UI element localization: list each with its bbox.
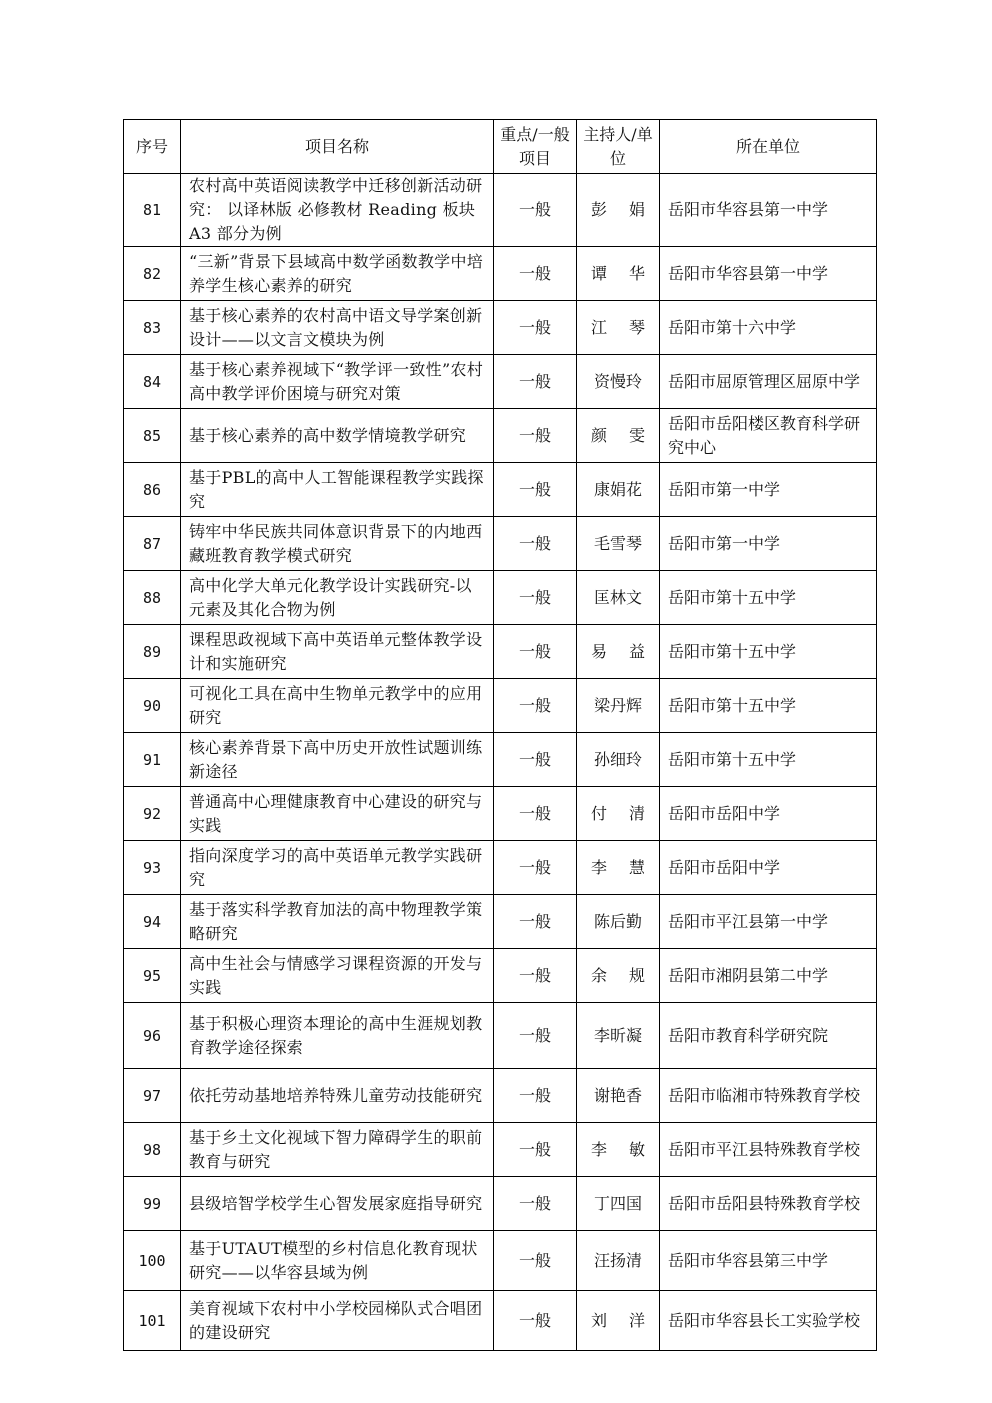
cell-host (577, 787, 660, 841)
cell-project-type: 一般 (494, 1291, 577, 1351)
host-name: 丁四国 (593, 1193, 642, 1213)
cell-seq: 85 (124, 409, 181, 463)
table-body (124, 174, 877, 1351)
project-table (123, 119, 877, 1351)
cell-project-name: 课程思政视域下高中英语单元整体教学设计和实施研究 (181, 625, 494, 679)
table-row (124, 1069, 877, 1123)
cell-unit: 岳阳市华容县第三中学 (660, 1231, 877, 1291)
host-name: 江 琴 (591, 317, 645, 337)
header-unit: 所在单位 (660, 120, 877, 174)
host-name: 谢艳香 (593, 1085, 642, 1105)
host-name: 李 慧 (591, 857, 645, 877)
cell-project-type: 一般 (494, 895, 577, 949)
header-name: 项目名称 (181, 120, 494, 174)
cell-unit: 岳阳市第十五中学 (660, 571, 877, 625)
table-row (124, 625, 877, 679)
table-row (124, 1231, 877, 1291)
host-name: 匡林文 (593, 587, 642, 607)
header-type: 重点/一般项目 (494, 120, 577, 174)
cell-project-name: 基于核心素养视域下“教学评一致性”农村高中教学评价困境与研究对策 (181, 355, 494, 409)
cell-project-type: 一般 (494, 1231, 577, 1291)
cell-project-type: 一般 (494, 301, 577, 355)
cell-project-type: 一般 (494, 787, 577, 841)
cell-host (577, 895, 660, 949)
cell-host (577, 517, 660, 571)
cell-host (577, 841, 660, 895)
header-seq: 序号 (124, 120, 181, 174)
cell-unit: 岳阳市屈原管理区屈原中学 (660, 355, 877, 409)
cell-unit: 岳阳市华容县长工实验学校 (660, 1291, 877, 1351)
host-name: 谭 华 (591, 263, 645, 283)
table-row (124, 1291, 877, 1351)
cell-project-type: 一般 (494, 679, 577, 733)
cell-unit: 岳阳市华容县第一中学 (660, 247, 877, 301)
cell-seq: 99 (124, 1177, 181, 1231)
host-name: 汪扬清 (593, 1250, 642, 1270)
cell-seq: 96 (124, 1003, 181, 1069)
host-name: 彭 娟 (591, 200, 645, 219)
cell-host (577, 1291, 660, 1351)
host-name: 易 益 (591, 641, 645, 661)
cell-seq: 87 (124, 517, 181, 571)
cell-unit: 岳阳市第十五中学 (660, 679, 877, 733)
cell-host (577, 1231, 660, 1291)
cell-seq: 94 (124, 895, 181, 949)
cell-seq: 92 (124, 787, 181, 841)
cell-project-name: 高中化学大单元化教学设计实践研究-以元素及其化合物为例 (181, 571, 494, 625)
table-row (124, 517, 877, 571)
table-row (124, 174, 877, 247)
table-row (124, 463, 877, 517)
host-name: 陈后勤 (593, 911, 642, 931)
host-name: 资慢玲 (593, 371, 642, 391)
cell-host (577, 1177, 660, 1231)
cell-seq: 90 (124, 679, 181, 733)
cell-host (577, 463, 660, 517)
host-name: 余 规 (591, 965, 645, 985)
cell-project-type: 一般 (494, 1069, 577, 1123)
table-row (124, 247, 877, 301)
table-row (124, 301, 877, 355)
cell-seq: 95 (124, 949, 181, 1003)
cell-project-name: 基于核心素养的高中数学情境教学研究 (181, 409, 494, 463)
host-name: 颜 雯 (591, 425, 645, 445)
cell-project-type: 一般 (494, 571, 577, 625)
cell-seq: 93 (124, 841, 181, 895)
cell-host (577, 1069, 660, 1123)
host-name: 李 敏 (591, 1139, 645, 1159)
table-header-row (124, 120, 877, 174)
cell-project-type: 一般 (494, 517, 577, 571)
cell-host (577, 733, 660, 787)
cell-unit: 岳阳市湘阴县第二中学 (660, 949, 877, 1003)
cell-host (577, 571, 660, 625)
cell-seq: 83 (124, 301, 181, 355)
cell-project-name: 基于PBL的高中人工智能课程教学实践探究 (181, 463, 494, 517)
table-row (124, 1003, 877, 1069)
table-row (124, 841, 877, 895)
cell-project-name: 普通高中心理健康教育中心建设的研究与实践 (181, 787, 494, 841)
table-row (124, 1123, 877, 1177)
cell-seq: 88 (124, 571, 181, 625)
table-row (124, 1177, 877, 1231)
cell-unit: 岳阳市平江县特殊教育学校 (660, 1123, 877, 1177)
table-row (124, 895, 877, 949)
cell-unit: 岳阳市平江县第一中学 (660, 895, 877, 949)
cell-project-name: 核心素养背景下高中历史开放性试题训练新途径 (181, 733, 494, 787)
cell-project-type: 一般 (494, 1177, 577, 1231)
cell-unit: 岳阳市第十六中学 (660, 301, 877, 355)
table-row (124, 679, 877, 733)
cell-project-name: 基于乡土文化视域下智力障碍学生的职前教育与研究 (181, 1123, 494, 1177)
cell-project-name: 可视化工具在高中生物单元教学中的应用研究 (181, 679, 494, 733)
cell-project-name: 美育视域下农村中小学校园梯队式合唱团的建设研究 (181, 1291, 494, 1351)
cell-project-type: 一般 (494, 949, 577, 1003)
cell-seq: 98 (124, 1123, 181, 1177)
cell-host (577, 409, 660, 463)
cell-project-name: 基于核心素养的农村高中语文导学案创新设计——以文言文模块为例 (181, 301, 494, 355)
cell-unit: 岳阳市第一中学 (660, 517, 877, 571)
cell-seq: 101 (124, 1291, 181, 1351)
cell-project-name: 铸牢中华民族共同体意识背景下的内地西藏班教育教学模式研究 (181, 517, 494, 571)
cell-project-name: “三新”背景下县域高中数学函数教学中培养学生核心素养的研究 (181, 247, 494, 301)
cell-project-type: 一般 (494, 463, 577, 517)
cell-unit: 岳阳市岳阳中学 (660, 841, 877, 895)
host-name: 梁丹辉 (593, 695, 642, 715)
cell-unit: 岳阳市第十五中学 (660, 733, 877, 787)
cell-unit: 岳阳市岳阳中学 (660, 787, 877, 841)
cell-project-name: 农村高中英语阅读教学中迁移创新活动研究： 以译林版 必修教材 Reading 板块 A3 部分为例 (181, 174, 494, 247)
cell-seq: 81 (124, 174, 181, 247)
cell-host (577, 679, 660, 733)
cell-unit: 岳阳市岳阳楼区教育科学研究中心 (660, 409, 877, 463)
host-name: 刘 洋 (591, 1310, 645, 1330)
cell-project-type: 一般 (494, 733, 577, 787)
host-name: 毛雪琴 (593, 533, 642, 553)
table-row (124, 355, 877, 409)
host-name: 李昕凝 (593, 1025, 642, 1045)
cell-project-name: 县级培智学校学生心智发展家庭指导研究 (181, 1177, 494, 1231)
cell-seq: 86 (124, 463, 181, 517)
cell-unit: 岳阳市临湘市特殊教育学校 (660, 1069, 877, 1123)
cell-project-type: 一般 (494, 625, 577, 679)
cell-project-name: 依托劳动基地培养特殊儿童劳动技能研究 (181, 1069, 494, 1123)
cell-project-name: 基于UTAUT模型的乡村信息化教育现状研究——以华容县域为例 (181, 1231, 494, 1291)
header-host: 主持人/单位 (577, 120, 660, 174)
cell-project-type: 一般 (494, 1123, 577, 1177)
cell-host (577, 949, 660, 1003)
host-name: 康娟花 (593, 479, 642, 499)
cell-seq: 91 (124, 733, 181, 787)
cell-seq: 82 (124, 247, 181, 301)
cell-project-name: 基于积极心理资本理论的高中生涯规划教育教学途径探索 (181, 1003, 494, 1069)
cell-host (577, 1003, 660, 1069)
cell-project-type: 一般 (494, 841, 577, 895)
cell-seq: 97 (124, 1069, 181, 1123)
cell-unit: 岳阳市岳阳县特殊教育学校 (660, 1177, 877, 1231)
cell-host (577, 1123, 660, 1177)
cell-host (577, 355, 660, 409)
cell-seq: 100 (124, 1231, 181, 1291)
host-name: 孙细玲 (593, 749, 642, 769)
cell-project-type: 一般 (494, 247, 577, 301)
cell-unit: 岳阳市教育科学研究院 (660, 1003, 877, 1069)
table-row (124, 949, 877, 1003)
cell-host (577, 625, 660, 679)
cell-project-type: 一般 (494, 174, 577, 247)
cell-project-name: 指向深度学习的高中英语单元教学实践研究 (181, 841, 494, 895)
table-row (124, 787, 877, 841)
cell-seq: 84 (124, 355, 181, 409)
cell-host (577, 247, 660, 301)
table-row (124, 409, 877, 463)
cell-seq: 89 (124, 625, 181, 679)
cell-unit: 岳阳市第一中学 (660, 463, 877, 517)
cell-project-type: 一般 (494, 355, 577, 409)
cell-project-name: 基于落实科学教育加法的高中物理教学策略研究 (181, 895, 494, 949)
host-name: 付 清 (591, 803, 645, 823)
cell-host (577, 174, 660, 247)
cell-unit: 岳阳市第十五中学 (660, 625, 877, 679)
cell-project-type: 一般 (494, 1003, 577, 1069)
cell-project-type: 一般 (494, 409, 577, 463)
table-row (124, 733, 877, 787)
cell-project-name: 高中生社会与情感学习课程资源的开发与实践 (181, 949, 494, 1003)
cell-host (577, 301, 660, 355)
table-row (124, 571, 877, 625)
cell-unit: 岳阳市华容县第一中学 (660, 174, 877, 247)
